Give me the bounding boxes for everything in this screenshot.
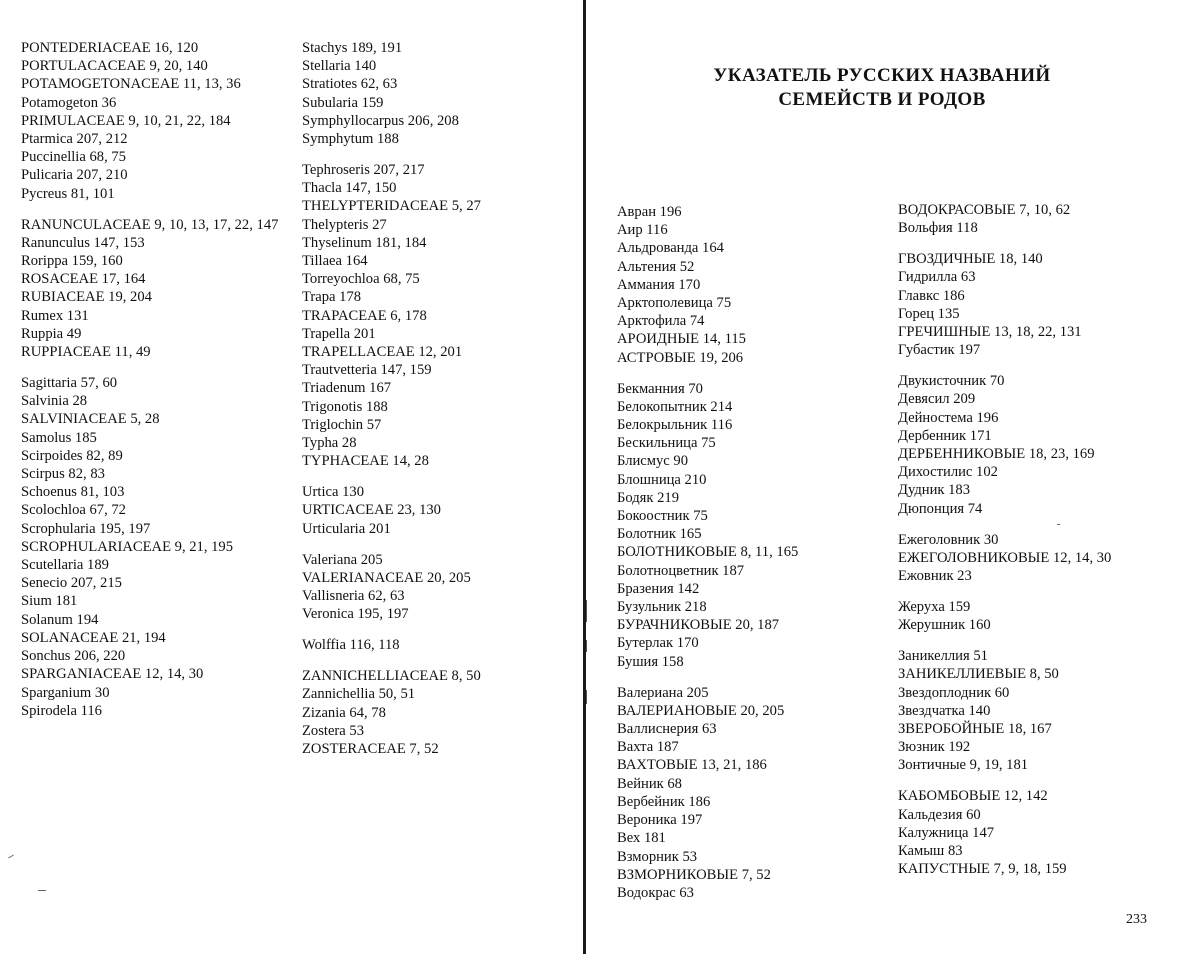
index-entry: Pulicaria 207, 210 — [21, 167, 128, 184]
index-entry: Typha 28 — [302, 435, 357, 452]
index-entry: Дейностема 196 — [898, 409, 999, 426]
index-entry: Scolochloa 67, 72 — [21, 502, 126, 519]
index-entry: Zannichellia 50, 51 — [302, 686, 416, 703]
index-entry: Вербейник 186 — [617, 793, 711, 810]
index-entry: Triadenum 167 — [302, 380, 392, 397]
index-entry: Заникеллия 51 — [898, 648, 988, 665]
page-number: 233 — [1126, 912, 1147, 927]
index-entry: БОЛОТНИКОВЫЕ 8, 11, 165 — [617, 544, 799, 561]
index-entry: Tephroseris 207, 217 — [302, 162, 425, 179]
index-entry: ГВОЗДИЧНЫЕ 18, 140 — [898, 251, 1043, 268]
index-entry: PONTEDERIACEAE 16, 120 — [21, 40, 199, 56]
index-entry: АРОИДНЫЕ 14, 115 — [617, 331, 746, 348]
index-entry: Бодяк 219 — [617, 489, 680, 506]
index-entry: Бразения 142 — [617, 580, 700, 597]
index-entry: Валериана 205 — [617, 684, 709, 701]
index-group — [617, 684, 887, 902]
scan-speck — [8, 855, 14, 859]
index-group — [21, 216, 279, 362]
index-entry: Блисмус 90 — [617, 453, 689, 470]
index-entry: Ежеголовник 30 — [898, 531, 999, 548]
index-entry: ROSACEAE 17, 164 — [21, 271, 146, 288]
index-entry: Кальдезия 60 — [898, 806, 981, 823]
index-entry: ВАХТОВЫЕ 13, 21, 186 — [617, 757, 767, 774]
index-group — [21, 39, 279, 203]
index-entry: ГРЕЧИШНЫЕ 13, 18, 22, 131 — [898, 324, 1082, 341]
index-entry: Дудник 183 — [898, 482, 971, 499]
index-entry: Samolus 185 — [21, 429, 97, 446]
index-entry: RUPPIACEAE 11, 49 — [21, 344, 151, 361]
index-entry: Гидрилла 63 — [898, 269, 976, 286]
index-entry: Аир 116 — [617, 222, 668, 239]
index-entry: Puccinellia 68, 75 — [21, 149, 126, 166]
index-entry: Калужница 147 — [898, 824, 995, 841]
index-entry: SCROPHULARIACEAE 9, 21, 195 — [21, 538, 234, 555]
spine-shadow-mark — [586, 640, 587, 652]
index-entry: Vallisneria 62, 63 — [302, 588, 405, 605]
index-entry: Жерушник 160 — [898, 617, 991, 634]
index-entry: Trapa 178 — [302, 289, 362, 306]
index-entry: Stratiotes 62, 63 — [302, 76, 398, 93]
index-title-line-1: УКАЗАТЕЛЬ РУССКИХ НАЗВАНИЙ — [713, 65, 1051, 86]
index-entry: Solanum 194 — [21, 611, 99, 628]
index-entry: Tillaea 164 — [302, 253, 368, 270]
index-entry: RANUNCULACEAE 9, 10, 13, 17, 22, 147 — [21, 216, 279, 233]
index-entry: Senecio 207, 215 — [21, 575, 122, 592]
index-entry: Болотник 165 — [617, 526, 702, 543]
left-page-column-1 — [21, 39, 279, 720]
index-entry: URTICACEAE 23, 130 — [302, 502, 441, 519]
index-entry: Жеруха 159 — [898, 599, 971, 616]
index-entry: Ranunculus 147, 153 — [21, 234, 145, 251]
index-entry: Дербенник 171 — [898, 427, 992, 444]
index-entry: Subularia 159 — [302, 94, 384, 111]
index-entry: Зонтичные 9, 19, 181 — [898, 757, 1029, 774]
index-entry: Звездчатка 140 — [898, 702, 991, 719]
index-entry: ЕЖЕГОЛОВНИКОВЫЕ 12, 14, 30 — [898, 549, 1112, 566]
index-entry: Salvinia 28 — [21, 393, 88, 410]
index-entry: Symphyllocarpus 206, 208 — [302, 112, 459, 129]
index-entry: SPARGANIACEAE 12, 14, 30 — [21, 666, 204, 683]
index-entry: БУРАЧНИКОВЫЕ 20, 187 — [617, 617, 780, 634]
index-entry: Белокопытник 214 — [617, 398, 733, 415]
index-entry: Вех 181 — [617, 830, 666, 847]
index-entry: Бутерлак 170 — [617, 635, 699, 652]
spine-shadow-mark — [586, 690, 587, 704]
index-group — [898, 201, 1160, 237]
index-entry: Бузульник 218 — [617, 599, 707, 616]
index-entry: Spirodela 116 — [21, 702, 102, 719]
index-entry: Trapella 201 — [302, 325, 376, 342]
index-entry: Вейник 68 — [617, 775, 682, 792]
index-entry: Rorippa 159, 160 — [21, 253, 123, 270]
index-entry: Trigonotis 188 — [302, 398, 388, 415]
index-group — [302, 161, 552, 470]
index-group — [302, 551, 552, 624]
book-spine — [583, 0, 586, 954]
index-entry: Thelypteris 27 — [302, 216, 387, 233]
index-entry: Ptarmica 207, 212 — [21, 131, 128, 148]
index-entry: Альдрованда 164 — [617, 240, 724, 257]
index-entry: Thyselinum 181, 184 — [302, 234, 427, 251]
index-group — [302, 667, 552, 758]
index-entry: Zostera 53 — [302, 722, 365, 739]
index-group — [898, 372, 1160, 518]
scan-speck — [1057, 524, 1060, 525]
index-entry: Pycreus 81, 101 — [21, 185, 115, 202]
index-entry: Вероника 197 — [617, 812, 703, 829]
index-group — [617, 203, 887, 367]
index-entry: Бушия 158 — [617, 653, 684, 670]
index-entry: Ruppia 49 — [21, 325, 82, 342]
index-entry: Potamogeton 36 — [21, 94, 117, 111]
spine-shadow-mark — [586, 600, 587, 622]
index-entry: АСТРОВЫЕ 19, 206 — [617, 349, 744, 366]
index-entry: TRAPACEAE 6, 178 — [302, 307, 427, 324]
index-entry: ДЕРБЕННИКОВЫЕ 18, 23, 169 — [898, 446, 1095, 463]
index-entry: Rumex 131 — [21, 307, 89, 324]
index-entry: Scirpoides 82, 89 — [21, 447, 123, 464]
index-entry: Вольфия 118 — [898, 220, 978, 237]
index-entry: ZANNICHELLIACEAE 8, 50 — [302, 668, 481, 685]
index-entry: Дихостилис 102 — [898, 464, 998, 481]
index-entry: Аммания 170 — [617, 276, 701, 293]
index-entry: Wolffia 116, 118 — [302, 637, 400, 654]
index-entry: Болотноцветник 187 — [617, 562, 745, 579]
index-entry: Арктополевица 75 — [617, 295, 732, 312]
index-entry: PORTULACACEAE 9, 20, 140 — [21, 58, 208, 75]
index-entry: Sium 181 — [21, 593, 78, 610]
index-entry: Двукисточник 70 — [898, 373, 1005, 390]
index-entry: Thacla 147, 150 — [302, 180, 397, 197]
index-entry: Валлиснерия 63 — [617, 721, 717, 738]
index-entry: Symphytum 188 — [302, 131, 399, 148]
index-entry: TYPHACEAE 14, 28 — [302, 453, 429, 470]
index-entry: Главкс 186 — [898, 287, 965, 304]
index-entry: ЗВЕРОБОЙНЫЕ 18, 167 — [898, 721, 1052, 738]
index-entry: Блошница 210 — [617, 471, 707, 488]
index-group — [302, 483, 552, 538]
index-group — [898, 647, 1160, 774]
index-entry: Stellaria 140 — [302, 58, 377, 75]
index-entry: ВОДОКРАСОВЫЕ 7, 10, 62 — [898, 202, 1071, 218]
index-group — [898, 531, 1160, 586]
index-entry: Sagittaria 57, 60 — [21, 375, 118, 392]
left-page-column-2 — [302, 39, 552, 758]
index-entry: SALVINIACEAE 5, 28 — [21, 411, 160, 428]
index-title — [622, 64, 1142, 112]
index-entry: Urtica 130 — [302, 484, 365, 501]
index-entry: Дюпонция 74 — [898, 500, 983, 517]
index-entry: Авран 196 — [617, 204, 682, 220]
index-entry: VALERIANACEAE 20, 205 — [302, 569, 471, 586]
index-entry: Zizania 64, 78 — [302, 704, 386, 721]
right-page-column-2 — [898, 201, 1160, 878]
index-entry: Девясил 209 — [898, 391, 976, 408]
index-entry: Взморник 53 — [617, 848, 698, 865]
index-entry: Камыш 83 — [898, 843, 963, 860]
index-group — [898, 250, 1160, 359]
index-entry: Triglochin 57 — [302, 416, 382, 433]
index-entry: Scrophularia 195, 197 — [21, 520, 151, 537]
index-group — [898, 598, 1160, 634]
index-entry: Torreyochloa 68, 75 — [302, 271, 420, 288]
index-entry: Stachys 189, 191 — [302, 40, 403, 56]
index-group — [302, 39, 552, 148]
index-entry: Valeriana 205 — [302, 551, 383, 568]
index-group — [302, 636, 552, 654]
index-entry: THELYPTERIDACEAE 5, 27 — [302, 198, 481, 215]
index-entry: Sonchus 206, 220 — [21, 648, 126, 665]
index-entry: Scutellaria 189 — [21, 557, 109, 574]
index-entry: Trautvetteria 147, 159 — [302, 362, 432, 379]
index-group — [21, 374, 279, 720]
index-entry: RUBIACEAE 19, 204 — [21, 289, 152, 306]
index-entry: Водокрас 63 — [617, 884, 694, 901]
index-entry: Scirpus 82, 83 — [21, 466, 105, 483]
index-entry: Urticularia 201 — [302, 520, 391, 537]
index-entry: Ежовник 23 — [898, 568, 972, 585]
scan-speck — [38, 890, 46, 891]
index-entry: Звездоплодник 60 — [898, 684, 1010, 701]
index-entry: Veronica 195, 197 — [302, 606, 409, 623]
index-entry: Белокрыльник 116 — [617, 417, 733, 434]
index-title-line-2: СЕМЕЙСТВ И РОДОВ — [778, 89, 986, 110]
index-entry: Зюзник 192 — [898, 739, 971, 756]
index-entry: ВАЛЕРИАНОВЫЕ 20, 205 — [617, 702, 785, 719]
index-entry: ЗАНИКЕЛЛИЕВЫЕ 8, 50 — [898, 666, 1059, 683]
index-entry: Альтения 52 — [617, 258, 695, 275]
index-entry: КАБОМБОВЫЕ 12, 142 — [898, 788, 1048, 805]
index-entry: Горец 135 — [898, 305, 960, 322]
index-entry: КАПУСТНЫЕ 7, 9, 18, 159 — [898, 861, 1067, 878]
index-entry: Schoenus 81, 103 — [21, 484, 125, 501]
index-entry: PRIMULACEAE 9, 10, 21, 22, 184 — [21, 112, 231, 129]
index-entry: ZOSTERACEAE 7, 52 — [302, 741, 439, 758]
index-entry: Вахта 187 — [617, 739, 679, 756]
index-group — [617, 380, 887, 671]
index-entry: ВЗМОРНИКОВЫЕ 7, 52 — [617, 866, 771, 883]
right-page-column-1 — [617, 203, 887, 902]
index-entry: Бескильница 75 — [617, 435, 716, 452]
index-entry: Арктофила 74 — [617, 313, 705, 330]
index-entry: Бекманния 70 — [617, 380, 703, 397]
index-entry: Губастик 197 — [898, 342, 981, 359]
index-entry: Бокоостник 75 — [617, 508, 708, 525]
index-group — [898, 787, 1160, 878]
index-entry: Sparganium 30 — [21, 684, 110, 701]
index-entry: POTAMOGETONACEAE 11, 13, 36 — [21, 76, 241, 93]
index-entry: TRAPELLACEAE 12, 201 — [302, 344, 463, 361]
index-entry: SOLANACEAE 21, 194 — [21, 629, 166, 646]
